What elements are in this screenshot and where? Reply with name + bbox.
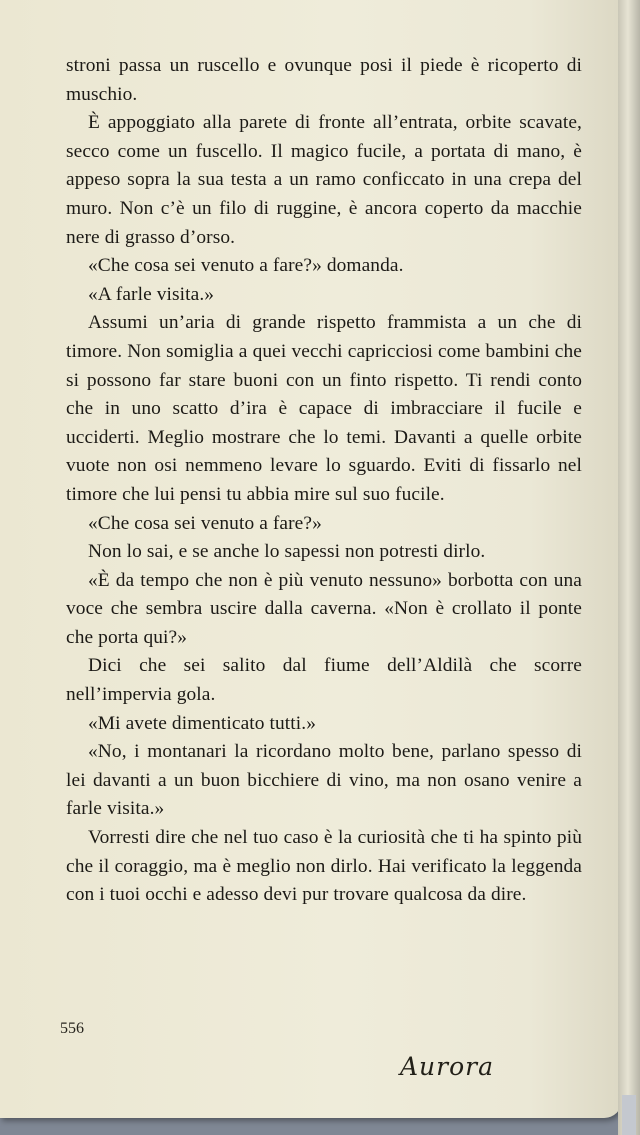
body-text [66, 52, 582, 910]
paragraph-12: Vorresti dire che nel tuo caso è la curiosità che ti ha spinto più che il coraggio, ma è meglio non dirlo. Hai verificato la leggenda con i tuoi occhi e adesso devi pur trovare qualcosa da dire. [66, 827, 582, 906]
paragraph-9: Dici che sei salito dal fiume dell’Aldilà che scorre nell’impervia gola. [66, 655, 582, 706]
paragraph-10: «Mi avete dimenticato tutti.» [88, 712, 316, 734]
paragraph-11: «No, i montanari la ricordano molto bene, parlano spesso di lei davanti a un buon bicchiere di vino, ma non osano venire a farle visita.» [66, 741, 582, 820]
page-number: 556 [60, 1020, 84, 1037]
paragraph-6: «Che cosa sei venuto a fare?» [88, 512, 322, 534]
paragraph-7: Non lo sai, e se anche lo sapessi non potresti dirlo. [88, 541, 486, 563]
page-edge [618, 0, 640, 1135]
watermark-signature: Aurora [400, 1052, 495, 1081]
paragraph-3: «Che cosa sei venuto a fare?» domanda. [88, 255, 404, 277]
paragraph-8: «È da tempo che non è più venuto nessuno» borbotta con una voce che sembra uscire dalla caverna. «Non è crollato il ponte che porta qui?» [66, 569, 582, 648]
paragraph-5: Assumi un’aria di grande rispetto frammista a un che di timore. Non somiglia a quei vecchi capricciosi come bambini che si possono far stare buoni con un finto rispetto. Ti rendi conto che in uno scatto d’ira è capace di imbracciare il fucile e ucciderti. Meglio mostrare che lo temi. Davanti a quelle orbite vuote non osi nemmeno levare lo sguardo. Eviti di fissarlo nel timore che lui pensi tu abbia mire sul suo fucile. [66, 312, 582, 505]
paragraph-2: È appoggiato alla parete di fronte all’entrata, orbite scavate, secco come un fuscello. Il magico fucile, a portata di mano, è appeso sopra la sua testa a un ramo conficcato in una crepa del muro. Non c’è un filo di ruggine, è ancora coperto da macchie nere di grasso d’orso. [66, 112, 582, 248]
paragraph-4: «A farle visita.» [88, 283, 215, 305]
paragraph-1: stroni passa un ruscello e ovunque posi il piede è ricoperto di muschio. [66, 55, 582, 105]
